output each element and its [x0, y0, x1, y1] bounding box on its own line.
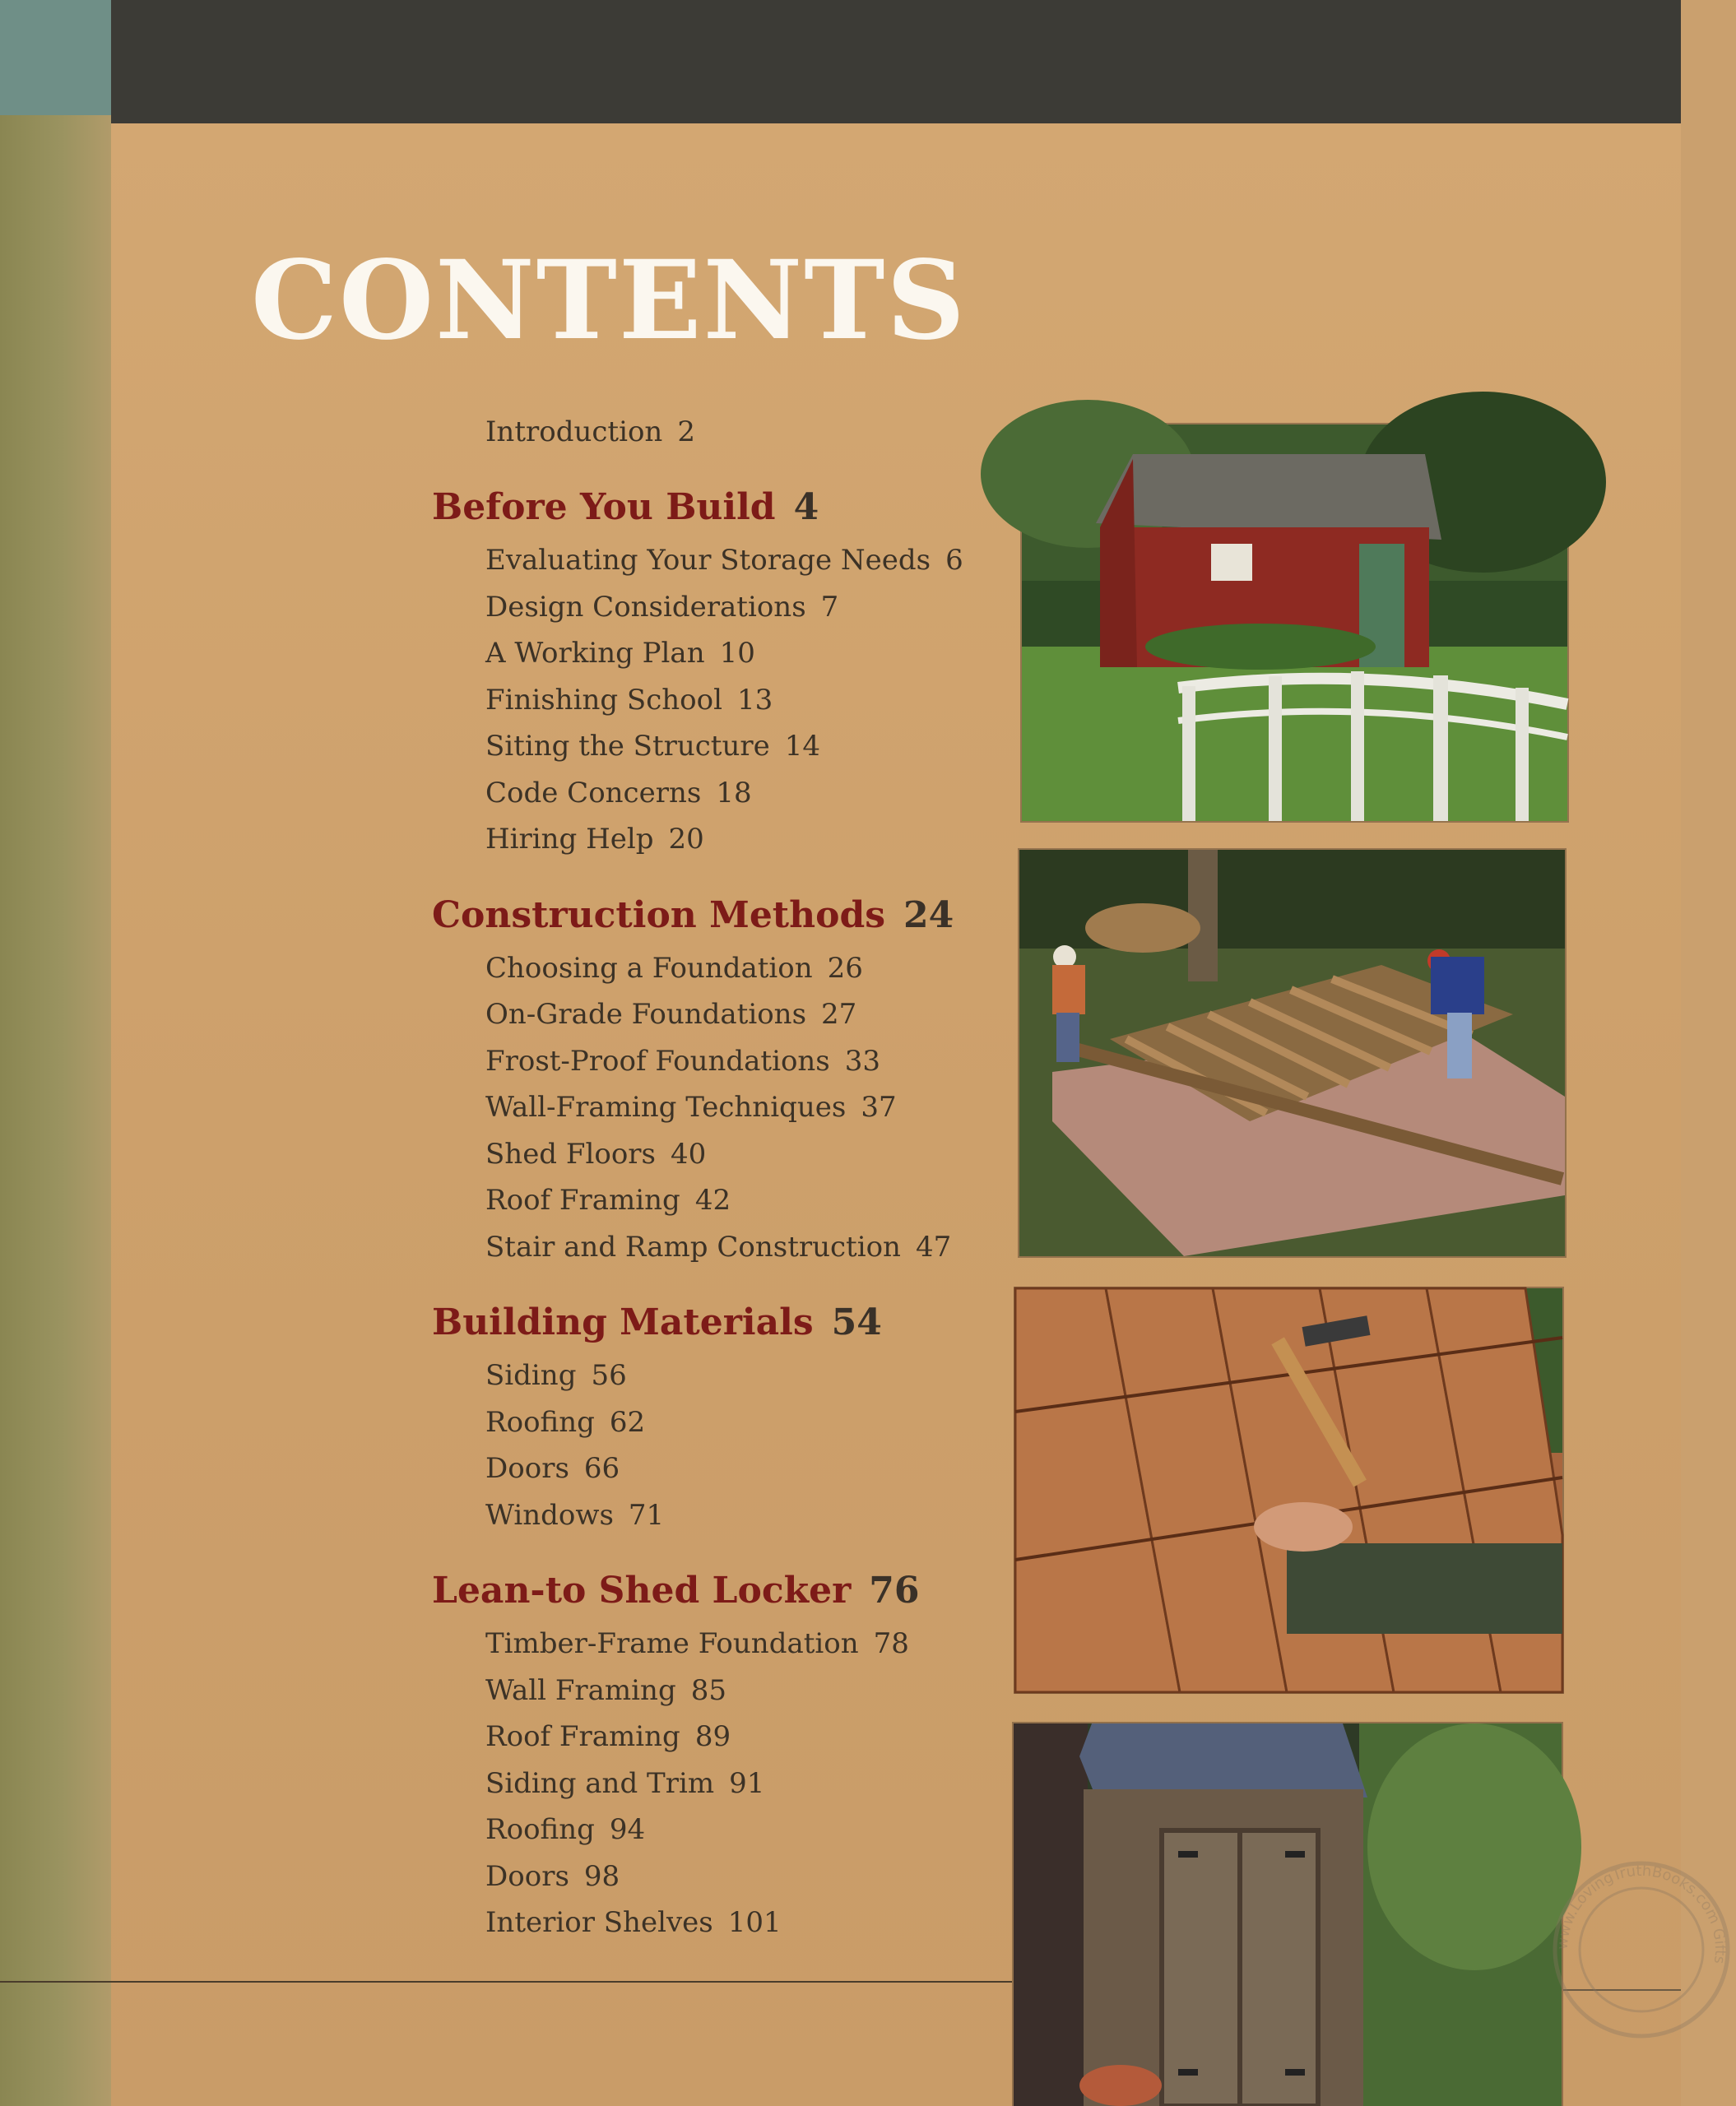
toc-entry-label: Doors	[485, 1452, 569, 1485]
bottom-rule	[0, 1981, 1012, 1983]
roof-shingles-illustration	[1015, 1288, 1562, 1692]
toc-entry-page: 27	[821, 998, 857, 1031]
toc-entry-label: Finishing School	[485, 683, 722, 717]
toc-section-page: 54	[831, 1301, 882, 1343]
toc-entry-page: 94	[609, 1813, 646, 1846]
toc-entry-label: Choosing a Foundation	[485, 951, 813, 985]
toc-section-before-you-build[interactable]	[432, 486, 1024, 544]
toc-entry[interactable]	[485, 1674, 1024, 1721]
toc-entry-page: 26	[827, 951, 863, 985]
toc-entry-page: 98	[583, 1859, 620, 1893]
toc-entry-label: Roof Framing	[485, 1184, 680, 1217]
page-title: CONTENTS	[251, 237, 967, 364]
toc-entry[interactable]	[485, 777, 1024, 823]
toc-entry-label: On-Grade Foundations	[485, 998, 807, 1031]
toc-entry[interactable]	[485, 1627, 1024, 1674]
toc-entry-label: Siding and Trim	[485, 1766, 715, 1800]
toc-entry-page: 6	[945, 544, 963, 577]
toc-section-page: 24	[903, 893, 954, 936]
toc-entry-label: Shed Floors	[485, 1137, 656, 1171]
top-band	[111, 0, 1681, 123]
toc-entry-page: 47	[915, 1230, 952, 1264]
photo-red-shed	[1022, 424, 1567, 821]
toc-entry[interactable]	[485, 1138, 1024, 1185]
watermark-stamp	[1547, 1855, 1736, 2044]
toc-entry-label: Doors	[485, 1859, 569, 1893]
toc-entry[interactable]	[485, 1184, 1024, 1231]
toc-entry-page: 91	[729, 1766, 765, 1800]
toc-section-lean-to-shed-locker[interactable]	[432, 1570, 1024, 1627]
toc-entry-label: Siting the Structure	[485, 730, 770, 763]
toc-entry-label: Frost-Proof Foundations	[485, 1044, 830, 1078]
toc-entry-page: 78	[873, 1627, 909, 1660]
toc-entry-page: 7	[820, 590, 839, 624]
toc-entry[interactable]	[485, 1452, 1024, 1499]
toc-entry[interactable]	[485, 1499, 1024, 1546]
toc-entry-label: A Working Plan	[485, 637, 705, 670]
toc-section-title: Before You Build	[432, 486, 776, 528]
toc-entry[interactable]	[485, 544, 1024, 591]
toc-section-page: 4	[793, 486, 819, 528]
photo-roof-shingles	[1015, 1288, 1562, 1692]
toc-entry-label: Wall-Framing Techniques	[485, 1091, 847, 1124]
toc-entry[interactable]	[485, 823, 1024, 870]
toc-entry[interactable]	[485, 591, 1024, 638]
toc-entry-page: 62	[609, 1405, 646, 1439]
toc-entry-label: Wall Framing	[485, 1673, 676, 1707]
toc-section-construction-methods[interactable]	[432, 894, 1024, 952]
toc-entry-label: Timber-Frame Foundation	[485, 1627, 859, 1660]
toc-entry-page: 14	[784, 730, 821, 763]
toc-entry-label: Interior Shelves	[485, 1906, 713, 1939]
toc-entry[interactable]	[485, 684, 1024, 731]
toc-entry[interactable]	[485, 1720, 1024, 1767]
toc-entry[interactable]	[485, 1091, 1024, 1138]
toc-entry-page: 56	[591, 1359, 627, 1392]
floor-framing-illustration	[1019, 850, 1565, 1256]
corner-swatch	[0, 0, 111, 115]
watermark-text: www.LovingTruthBooks.com Gifts	[1553, 1862, 1729, 1965]
toc-entry-label: Hiring Help	[485, 823, 654, 856]
toc-entry-page: 71	[628, 1498, 665, 1532]
toc-entry[interactable]	[485, 1406, 1024, 1453]
toc-entry[interactable]	[485, 730, 1024, 777]
toc-entry-page: 101	[727, 1906, 782, 1939]
toc-entry[interactable]	[485, 1045, 1024, 1092]
toc-entry-page: 42	[694, 1184, 731, 1217]
toc-entry[interactable]	[485, 1767, 1024, 1814]
toc-entry-label: Windows	[485, 1498, 614, 1532]
photo-lean-to-shed	[1014, 1723, 1562, 2106]
toc-entry[interactable]	[485, 1231, 1024, 1278]
toc-entry-label: Code Concerns	[485, 776, 702, 809]
toc-entry-label: Siding	[485, 1359, 577, 1392]
toc-section-title: Building Materials	[432, 1301, 814, 1343]
toc-section-title: Lean-to Shed Locker	[432, 1570, 852, 1612]
toc-entry[interactable]	[485, 637, 1024, 684]
toc-entry-label: Roof Framing	[485, 1720, 680, 1753]
lean-to-shed-illustration	[1014, 1723, 1562, 2106]
toc-entry-page: 20	[668, 823, 704, 856]
toc-entry-page: 40	[671, 1137, 707, 1171]
toc-entry-page: 13	[736, 683, 773, 717]
toc-entry-label: Evaluating Your Storage Needs	[485, 544, 931, 577]
toc-entry[interactable]	[485, 1813, 1024, 1860]
page-gutter	[0, 115, 111, 2106]
toc-entry-page: 85	[690, 1673, 726, 1707]
toc-entry-page: 89	[694, 1720, 731, 1753]
toc-entry-label: Introduction	[485, 415, 663, 448]
toc-entry-label: Roofing	[485, 1813, 595, 1846]
toc-entry[interactable]	[485, 1906, 1024, 1953]
toc-entry-label: Stair and Ramp Construction	[485, 1230, 901, 1264]
toc-entry-page: 2	[677, 415, 695, 448]
toc-entry-page: 18	[716, 776, 752, 809]
red-shed-illustration	[1022, 424, 1567, 821]
toc-entry[interactable]	[485, 1359, 1024, 1406]
table-of-contents	[432, 415, 1024, 1953]
toc-entry-page: 10	[719, 637, 755, 670]
toc-entry[interactable]	[485, 952, 1024, 999]
toc-section-building-materials[interactable]	[432, 1301, 1024, 1359]
toc-entry-label: Design Considerations	[485, 590, 806, 624]
toc-entry[interactable]	[485, 998, 1024, 1045]
toc-entry-page: 66	[583, 1452, 620, 1485]
toc-section-title: Construction Methods	[432, 893, 886, 936]
photo-floor-framing	[1019, 850, 1565, 1256]
toc-entry-page: 37	[861, 1091, 897, 1124]
toc-entry-introduction[interactable]	[485, 415, 1024, 468]
toc-entry-page: 33	[844, 1044, 881, 1078]
toc-section-page: 76	[869, 1570, 920, 1612]
toc-entry[interactable]	[485, 1860, 1024, 1907]
toc-entry-label: Roofing	[485, 1405, 595, 1439]
